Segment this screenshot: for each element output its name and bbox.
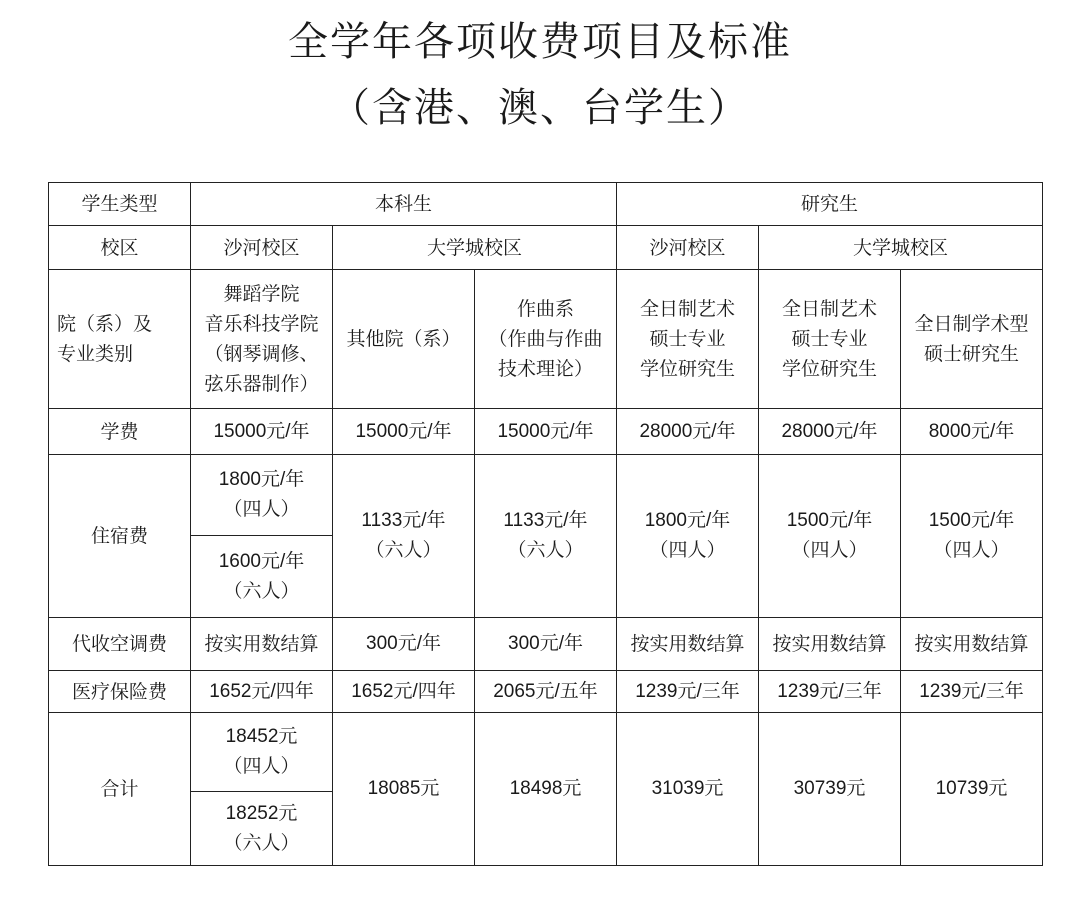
dorm-cell [759, 455, 901, 618]
dept-line: 全日制艺术 [639, 298, 735, 320]
table-row [49, 455, 1043, 536]
row-label-insurance: 医疗保险费 [49, 671, 191, 713]
dorm-line: （六人） [223, 580, 300, 602]
tuition-cell: 15000元/年 [333, 409, 475, 455]
tuition-cell: 15000元/年 [475, 409, 617, 455]
row-label-tuition: 学费 [49, 409, 191, 455]
total-line: 18252元 [225, 802, 298, 824]
ac-cell: 按实用数结算 [617, 618, 759, 671]
dorm-line: （四人） [223, 499, 300, 520]
table-row [49, 409, 1043, 455]
dept-cell [759, 270, 901, 409]
insurance-cell: 1239元/三年 [901, 671, 1043, 713]
total-cell: 30739元 [759, 713, 901, 866]
dorm-cell [191, 536, 333, 618]
page-subtitle: （含港、澳、台学生） [330, 85, 750, 131]
dept-line: 舞蹈学院 [223, 283, 300, 305]
insurance-cell: 1652元/四年 [191, 671, 333, 713]
tuition-cell: 28000元/年 [617, 409, 759, 455]
table-row [49, 671, 1043, 713]
tuition-cell: 15000元/年 [191, 409, 333, 455]
tuition-cell: 8000元/年 [901, 409, 1043, 455]
ac-cell: 300元/年 [475, 618, 617, 671]
dept-line: 全日制艺术 [781, 298, 877, 320]
dorm-cell [475, 455, 617, 618]
dorm-line: （四人） [791, 540, 868, 561]
row-label-ac: 代收空调费 [49, 618, 191, 671]
header-campus: 校区 [49, 226, 191, 270]
dept-line: 学位研究生 [639, 358, 735, 380]
dorm-cell [191, 455, 333, 536]
header-student-type: 学生类型 [49, 183, 191, 226]
dorm-line: 1600元/年 [218, 550, 305, 572]
total-cell: 31039元 [617, 713, 759, 866]
header-grad: 研究生 [617, 183, 1043, 226]
table-row [49, 618, 1043, 671]
dorm-line: 1800元/年 [644, 510, 731, 531]
table-row [49, 270, 1043, 409]
header-department-line: 专业类别 [57, 343, 134, 365]
table-row [49, 226, 1043, 270]
dept-cell: 其他院（系） [333, 270, 475, 409]
campus-shahe-ug: 沙河校区 [191, 226, 333, 270]
fee-table [48, 182, 1043, 866]
dept-cell [617, 270, 759, 409]
dorm-line: 1133元/年 [361, 510, 446, 531]
ac-cell: 按实用数结算 [759, 618, 901, 671]
ac-cell: 300元/年 [333, 618, 475, 671]
total-cell [191, 713, 333, 792]
dorm-cell [333, 455, 475, 618]
dept-line: 技术理论） [497, 358, 593, 380]
total-cell: 10739元 [901, 713, 1043, 866]
dorm-line: 1500元/年 [786, 510, 873, 531]
dorm-line: 1800元/年 [218, 469, 305, 490]
dorm-line: （六人） [507, 540, 584, 561]
dorm-cell [901, 455, 1043, 618]
insurance-cell: 1652元/四年 [333, 671, 475, 713]
header-department-line: 院（系）及 [57, 313, 153, 335]
page-title: 全学年各项收费项目及标准 [288, 19, 792, 65]
dept-line: 硕士专业 [649, 328, 726, 350]
row-label-total: 合计 [49, 713, 191, 866]
dorm-cell [617, 455, 759, 618]
dept-line: 作曲系 [516, 298, 574, 320]
dorm-line: 1133元/年 [503, 510, 588, 531]
table-row [49, 713, 1043, 792]
total-cell: 18498元 [475, 713, 617, 866]
dept-line: （钢琴调修、 [204, 343, 319, 365]
insurance-cell: 2065元/五年 [475, 671, 617, 713]
total-line: （六人） [223, 832, 300, 854]
header-department [49, 270, 191, 409]
campus-univcity-ug: 大学城校区 [333, 226, 617, 270]
row-label-dorm: 住宿费 [49, 455, 191, 618]
ac-cell: 按实用数结算 [191, 618, 333, 671]
ac-cell: 按实用数结算 [901, 618, 1043, 671]
dept-line: 音乐科技学院 [204, 313, 319, 335]
tuition-cell: 28000元/年 [759, 409, 901, 455]
campus-univcity-grad: 大学城校区 [759, 226, 1043, 270]
dept-line: （作曲与作曲 [488, 328, 603, 350]
header-undergrad: 本科生 [191, 183, 617, 226]
dept-cell [191, 270, 333, 409]
campus-shahe-grad: 沙河校区 [617, 226, 759, 270]
dorm-line: 1500元/年 [928, 510, 1015, 531]
dorm-line: （四人） [933, 540, 1010, 561]
table-row [49, 183, 1043, 226]
total-cell [191, 792, 333, 866]
insurance-cell: 1239元/三年 [617, 671, 759, 713]
total-line: （四人） [223, 756, 300, 777]
insurance-cell: 1239元/三年 [759, 671, 901, 713]
dept-cell [901, 270, 1043, 409]
dept-line: 学位研究生 [781, 358, 877, 380]
dept-line: 硕士专业 [791, 328, 868, 350]
dept-line: 全日制学术型 [914, 313, 1029, 335]
dept-line: 硕士研究生 [923, 343, 1019, 365]
total-line: 18452元 [225, 726, 298, 747]
dorm-line: （四人） [649, 540, 726, 561]
dorm-line: （六人） [365, 540, 442, 561]
dept-line: 弦乐器制作） [204, 373, 319, 395]
dept-cell [475, 270, 617, 409]
total-cell: 18085元 [333, 713, 475, 866]
